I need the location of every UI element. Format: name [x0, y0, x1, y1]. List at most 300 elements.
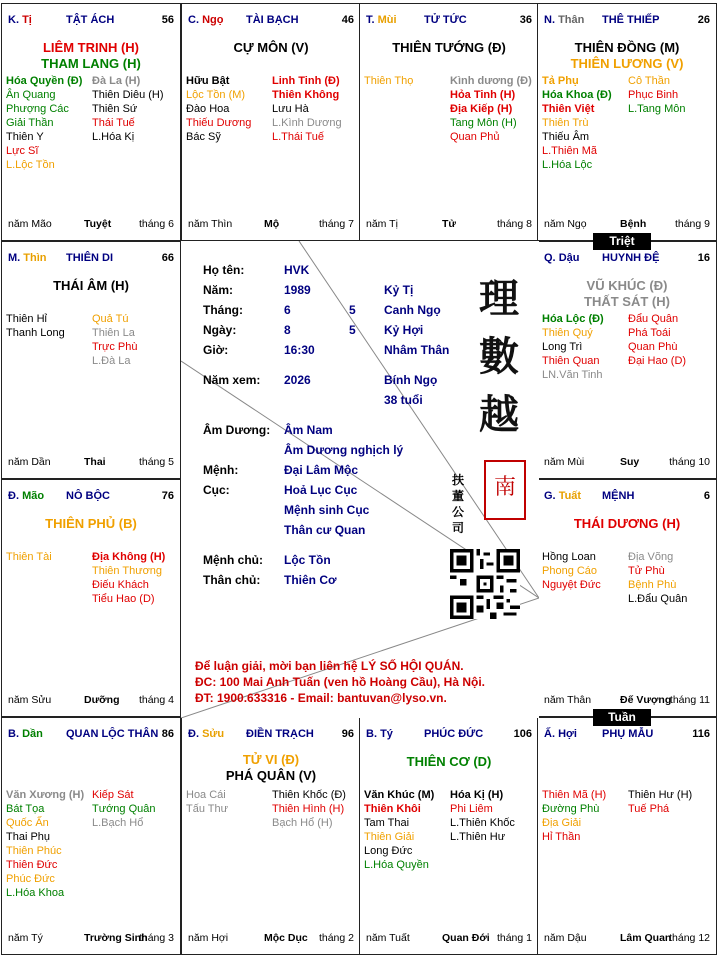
main-stars	[182, 40, 360, 56]
star-item: Thiên Khốc (Đ)	[272, 789, 346, 801]
main-star: PHÁ QUÂN (V)	[225, 768, 317, 783]
palace-footer	[544, 694, 712, 708]
star-item: Bệnh Phù	[628, 579, 677, 591]
star-item: L.Hóa Kị	[92, 131, 135, 143]
palace-name-text: NÔ BỘC	[66, 490, 110, 502]
star-item: LN.Văn Tinh	[542, 369, 603, 381]
star-item: Tả Phụ	[542, 75, 579, 87]
star-item: Bát Tọa	[6, 803, 45, 815]
palace-chi: Mùi	[377, 14, 397, 26]
palace-age: 26	[697, 14, 710, 26]
palace-year: năm Sửu	[8, 694, 52, 706]
palace-name-text: QUAN LỘC	[66, 728, 125, 740]
palace-header	[544, 252, 712, 266]
trang-sinh: Dưỡng	[84, 694, 120, 706]
palace-chi: Thìn	[23, 252, 47, 264]
palace-dau	[537, 241, 717, 479]
main-stars	[2, 40, 180, 72]
cuc-note-1: Mệnh sinh Cục	[284, 503, 370, 517]
star-item: Ân Quang	[6, 89, 56, 101]
palace-month: tháng 9	[674, 218, 710, 230]
star-item: Thiếu Dương	[186, 117, 252, 129]
star-item: Kiếp Sát	[92, 789, 134, 801]
star-item: Hóa Lộc (Đ)	[542, 313, 604, 325]
nam-can-chi: Kỷ Tị	[384, 283, 414, 297]
palace-name	[66, 490, 110, 502]
trang-sinh: Thai	[84, 456, 106, 468]
palace-year: năm Ngọ	[544, 218, 587, 230]
palace-suu	[181, 717, 361, 955]
palace-mao	[1, 479, 181, 717]
cuc-note-2: Thân cư Quan	[284, 523, 366, 537]
palace-name	[246, 14, 299, 26]
palace-chi: Thân	[558, 14, 585, 26]
palace-ty	[359, 717, 539, 955]
palace-can: Đ.	[8, 490, 19, 502]
seal-side-char: 扶	[452, 473, 465, 487]
palace-month: tháng 4	[138, 694, 174, 706]
minor-stars-right	[628, 550, 714, 606]
seal-char: 南	[493, 475, 516, 500]
star-item: Thiên Không	[272, 89, 340, 101]
star-item: Thiên Khôi	[364, 803, 421, 815]
star-item: Tuế Phá	[628, 803, 670, 815]
palace-age: 66	[161, 252, 174, 264]
contact-address: ĐC: 100 Mai Anh Tuấn (ven hồ Hoàng Cầu), Hà Nội.	[195, 675, 486, 689]
ngay-value: 8	[284, 323, 291, 337]
star-item: Thanh Long	[6, 327, 65, 339]
than-marker: THÂN	[127, 728, 159, 740]
palace-age: 16	[697, 252, 710, 264]
star-item: Thai Phụ	[6, 831, 51, 843]
palace-header	[8, 252, 176, 266]
palace-name	[246, 728, 314, 740]
star-item: Long Đức	[364, 845, 413, 857]
main-star: THIÊN LƯƠNG (V)	[570, 56, 684, 71]
seal-side-char: 董	[452, 489, 465, 503]
star-item: Văn Xương (H)	[6, 789, 85, 801]
star-item: Thiên Hư (H)	[628, 789, 693, 801]
star-item: Thiên Thọ	[364, 75, 414, 87]
palace-name-text: MỆNH	[602, 490, 635, 502]
trang-sinh: Đế Vượng	[620, 694, 672, 706]
minor-stars-left	[542, 74, 628, 172]
tuan-tag: Tuần	[593, 709, 651, 726]
star-item: Kình dương (Đ)	[450, 75, 532, 87]
palace-footer	[188, 218, 356, 232]
calligraphy-logo	[464, 270, 534, 444]
palace-age: 36	[519, 14, 532, 26]
cuc-label: Cục:	[203, 483, 230, 497]
main-star: THIÊN ĐỒNG (M)	[574, 40, 680, 55]
trang-sinh: Bệnh	[620, 218, 647, 230]
palace-can: Đ.	[188, 728, 199, 740]
ngay-can-chi: Kỷ Hợi	[384, 323, 424, 337]
star-item: Thiên Phúc	[6, 845, 62, 857]
star-item: Phá Toái	[628, 327, 671, 339]
star-item: Quốc Ấn	[6, 817, 49, 829]
palace-name	[602, 490, 634, 502]
star-item: L.Thiên Mã	[542, 145, 598, 157]
palace-chi: Tuất	[558, 490, 582, 502]
menh-value: Đại Lâm Mộc	[284, 463, 359, 477]
star-item: Phục Binh	[628, 89, 679, 101]
star-item: Hỉ Thần	[542, 831, 581, 843]
palace-name-text: TẬT ÁCH	[66, 14, 115, 26]
main-star: TỬ VI (Đ)	[242, 752, 300, 767]
palace-year: năm Thân	[544, 694, 592, 706]
palace-month: tháng 10	[669, 456, 710, 468]
star-item: Điếu Khách	[92, 579, 149, 591]
palace-name	[424, 728, 483, 740]
palace-name	[66, 728, 158, 740]
palace-hoi	[537, 717, 717, 955]
star-item: Thiên Mã (H)	[542, 789, 607, 801]
nam-xem-value: 2026	[284, 373, 311, 387]
star-item: Phúc Đức	[6, 873, 55, 885]
star-item: Đào Hoa	[186, 103, 230, 115]
star-item: Trực Phù	[92, 341, 138, 353]
palace-dan	[1, 717, 181, 955]
star-item: Thiên Diêu (H)	[92, 89, 164, 101]
star-item: L.Kình Dương	[272, 117, 342, 129]
minor-stars-right	[272, 788, 358, 830]
tuoi-value: 38 tuổi	[384, 393, 423, 407]
minor-stars-left	[6, 74, 92, 172]
star-item: Nguyệt Đức	[542, 579, 601, 591]
palace-can: T.	[366, 14, 375, 26]
star-item: Thái Tuế	[92, 117, 135, 129]
palace-year: năm Tý	[8, 932, 43, 944]
palace-can: C.	[188, 14, 199, 26]
menh-chu-label: Mệnh chủ:	[203, 553, 263, 567]
star-item: Địa Võng	[628, 551, 674, 563]
calligraphy-char: 越	[479, 391, 519, 438]
star-item: L.Lộc Tồn	[6, 159, 55, 171]
palace-can: Ấ.	[544, 728, 555, 740]
star-item: Tam Thai	[364, 817, 410, 829]
star-item: Địa Kiếp (H)	[450, 103, 513, 115]
star-item: Thiên Hình (H)	[272, 803, 345, 815]
seal-side-char: 公	[452, 505, 465, 519]
star-item: L.Tang Môn	[628, 103, 686, 115]
star-item: Bác Sỹ	[186, 131, 221, 143]
palace-name-text: ĐIỀN TRẠCH	[246, 728, 314, 740]
nam-value: 1989	[284, 283, 311, 297]
qr-code-icon[interactable]	[450, 549, 520, 619]
cuc-value: Hoả Lục Cục	[284, 483, 358, 497]
trang-sinh: Tử	[442, 218, 457, 230]
star-item: L.Thiên Hư	[450, 831, 506, 843]
thang-can-chi: Canh Ngọ	[384, 303, 441, 317]
palace-can: M.	[8, 252, 21, 264]
star-item: Hồng Loan	[542, 551, 596, 563]
star-item: Phong Cáo	[542, 565, 598, 577]
palace-chi: Tị	[22, 14, 32, 26]
palace-mui	[359, 3, 539, 241]
trang-sinh: Mộ	[264, 218, 280, 230]
main-stars	[2, 516, 180, 532]
minor-stars-left	[364, 74, 450, 88]
palace-can: G.	[544, 490, 556, 502]
ngay-am-value: 5	[349, 323, 356, 337]
palace-footer	[188, 932, 356, 946]
red-seal-stamp	[484, 460, 526, 520]
am-duong-value: Âm Nam	[284, 423, 333, 437]
trang-sinh: Trường Sinh	[84, 932, 148, 944]
palace-footer	[366, 218, 534, 232]
palace-age: 46	[341, 14, 354, 26]
minor-stars-right	[272, 74, 358, 144]
palace-name	[66, 14, 114, 26]
main-star: THÁI ÂM (H)	[53, 278, 129, 293]
seal-side-char: 司	[452, 521, 465, 535]
trang-sinh: Tuyệt	[84, 218, 112, 230]
main-star: THẤT SÁT (H)	[584, 294, 670, 309]
minor-stars-right	[450, 74, 536, 144]
thang-am-value: 5	[349, 303, 356, 317]
palace-name	[66, 252, 113, 264]
palace-name	[424, 14, 467, 26]
palace-year: năm Thìn	[188, 218, 233, 230]
palace-header	[366, 728, 534, 742]
palace-month: tháng 11	[669, 694, 710, 706]
trang-sinh: Suy	[620, 456, 640, 468]
minor-stars-right	[92, 74, 178, 144]
star-item: Thiên Việt	[542, 103, 595, 115]
palace-year: năm Hợi	[188, 932, 229, 944]
palace-ti	[1, 3, 181, 241]
minor-stars-right	[628, 788, 714, 816]
minor-stars-left	[6, 788, 92, 900]
trang-sinh: Lâm Quan	[620, 932, 672, 944]
palace-header	[8, 490, 176, 504]
star-item: Bạch Hổ (H)	[272, 817, 333, 829]
palace-month: tháng 12	[669, 932, 710, 944]
main-star: VŨ KHÚC (Đ)	[586, 278, 668, 293]
palace-name	[602, 14, 659, 26]
palace-footer	[8, 218, 176, 232]
minor-stars-left	[542, 788, 628, 844]
star-item: Hoa Cái	[186, 789, 226, 801]
palace-chi: Sửu	[202, 728, 225, 740]
minor-stars-right	[450, 788, 536, 844]
main-star: THIÊN TƯỚNG (Đ)	[392, 40, 506, 55]
palace-month: tháng 2	[318, 932, 354, 944]
star-item: Tiểu Hao (D)	[92, 593, 155, 605]
palace-can: Q.	[544, 252, 556, 264]
main-star: THIÊN PHỦ (B)	[45, 516, 137, 531]
star-item: Thiên Quan	[542, 355, 600, 367]
palace-can: B.	[366, 728, 377, 740]
minor-stars-left	[186, 788, 272, 816]
palace-chi: Dậu	[558, 252, 580, 264]
star-item: Thiên Y	[6, 131, 44, 143]
star-item: Đường Phù	[542, 803, 600, 815]
palace-year: năm Dần	[8, 456, 51, 468]
palace-age: 6	[703, 490, 710, 502]
star-item: Lộc Tồn (M)	[186, 89, 246, 101]
minor-stars-right	[92, 312, 178, 368]
main-stars	[538, 278, 716, 310]
star-item: L.Hóa Quyền	[364, 859, 429, 871]
palace-header	[544, 14, 712, 28]
than-chu-label: Thân chủ:	[203, 573, 261, 587]
palace-tuat	[537, 479, 717, 717]
star-item: L.Đẩu Quân	[628, 593, 688, 605]
star-item: Tướng Quân	[92, 803, 156, 815]
ngay-label: Ngày:	[203, 323, 237, 337]
palace-footer	[8, 456, 176, 470]
palace-age: 106	[513, 728, 532, 740]
star-item: Cô Thần	[628, 75, 670, 87]
palace-footer	[544, 456, 712, 470]
palace-month: tháng 5	[138, 456, 174, 468]
star-item: Thiên Sứ	[92, 103, 138, 115]
palace-name-text: TỬ TỨC	[424, 14, 467, 26]
star-item: Địa Không (H)	[92, 551, 166, 563]
menh-chu-value: Lộc Tồn	[284, 553, 331, 567]
main-stars	[538, 516, 716, 532]
palace-year: năm Mão	[8, 218, 52, 230]
palace-chi: Mão	[22, 490, 45, 502]
palace-header	[188, 14, 356, 28]
gio-label: Giờ:	[203, 343, 229, 357]
palace-can: N.	[544, 14, 555, 26]
minor-stars-right	[628, 312, 714, 368]
palace-month: tháng 8	[496, 218, 532, 230]
palace-name-text: HUYNH ĐỆ	[602, 252, 660, 264]
nam-xem-label: Năm xem:	[203, 373, 261, 387]
palace-year: năm Dậu	[544, 932, 587, 944]
star-item: Thiên Giải	[364, 831, 415, 843]
am-duong-label: Âm Dương:	[203, 423, 271, 437]
than-chu-value: Thiên Cơ	[284, 573, 337, 587]
star-item: L.Thái Tuế	[272, 131, 324, 143]
palace-footer	[8, 694, 176, 708]
palace-name-text: PHỤ MẪU	[602, 728, 654, 740]
trang-sinh: Mộc Dục	[264, 932, 308, 944]
thang-label: Tháng:	[203, 303, 243, 317]
contact-line-1: Để luận giải, mời bạn liên hệ LÝ SỐ HỘI QUÁN.	[195, 659, 464, 673]
star-item: Thiên Quý	[542, 327, 593, 339]
star-item: Thiên Tài	[6, 551, 52, 563]
palace-year: năm Tuất	[366, 932, 410, 944]
nam-label: Năm:	[203, 283, 234, 297]
star-item: Văn Khúc (M)	[364, 789, 435, 801]
minor-stars-left	[542, 312, 628, 382]
main-stars	[182, 752, 360, 784]
palace-name	[602, 728, 653, 740]
star-item: Phượng Các	[6, 103, 69, 115]
palace-thin	[1, 241, 181, 479]
seal-side-text	[452, 472, 466, 536]
main-star: CỰ MÔN (V)	[233, 40, 309, 55]
palace-can: B.	[8, 728, 19, 740]
palace-year: năm Mùi	[544, 456, 585, 468]
palace-header	[8, 14, 176, 28]
main-stars	[360, 754, 538, 770]
star-item: Hữu Bật	[186, 75, 230, 87]
palace-age: 86	[161, 728, 174, 740]
minor-stars-left	[542, 550, 628, 592]
palace-month: tháng 7	[318, 218, 354, 230]
star-item: Thiên La	[92, 327, 135, 339]
star-item: L.Đà La	[92, 355, 131, 367]
palace-header	[366, 14, 534, 28]
star-item: Đà La (H)	[92, 75, 141, 87]
star-item: Thiếu Âm	[542, 131, 590, 143]
palace-age: 116	[692, 728, 710, 740]
palace-chi: Hợi	[558, 728, 577, 740]
star-item: Long Trì	[542, 341, 583, 353]
palace-header	[188, 728, 356, 742]
main-star: THIÊN CƠ (D)	[406, 754, 492, 769]
star-item: Tang Môn (H)	[450, 117, 517, 129]
calligraphy-char: 理	[479, 275, 519, 322]
palace-month: tháng 6	[138, 218, 174, 230]
star-item: Tấu Thư	[186, 803, 229, 815]
gio-can-chi: Nhâm Thân	[384, 343, 450, 357]
menh-label: Mệnh:	[203, 463, 239, 477]
star-item: Quan Phủ	[450, 131, 500, 143]
palace-header	[544, 490, 712, 504]
am-duong-note: Âm Dương nghịch lý	[284, 443, 404, 457]
nam-xem-can-chi: Bính Ngọ	[384, 373, 438, 387]
minor-stars-right	[92, 788, 178, 830]
minor-stars-right	[628, 74, 714, 116]
star-item: L.Thiên Khốc	[450, 817, 515, 829]
palace-chi: Tý	[380, 728, 393, 740]
palace-footer	[8, 932, 176, 946]
palace-age: 56	[161, 14, 174, 26]
calligraphy-char: 數	[479, 333, 519, 380]
main-star: THÁI DƯƠNG (H)	[573, 516, 681, 531]
star-item: Quan Phù	[628, 341, 678, 353]
palace-name	[602, 252, 659, 264]
star-item: Thiên Hỉ	[6, 313, 47, 325]
palace-month: tháng 3	[138, 932, 174, 944]
main-star: THAM LANG (H)	[41, 56, 141, 71]
palace-age: 96	[341, 728, 354, 740]
ho-ten-label: Họ tên:	[203, 263, 245, 277]
palace-year: năm Tị	[366, 218, 398, 230]
palace-name-text: THIÊN DI	[66, 252, 114, 264]
minor-stars-left	[6, 550, 92, 564]
star-item: Thiên Đức	[6, 859, 58, 871]
star-item: Đại Hao (D)	[628, 355, 687, 367]
palace-footer	[544, 218, 712, 232]
ho-ten-value: HVK	[284, 263, 310, 277]
star-item: Phi Liêm	[450, 803, 493, 815]
palace-name-text: THÊ THIẾP	[602, 14, 660, 26]
palace-name-text: PHÚC ĐỨC	[424, 728, 484, 740]
main-star: LIÊM TRINH (H)	[42, 40, 140, 55]
star-item: Hóa Khoa (Đ)	[542, 89, 612, 101]
main-stars	[360, 40, 538, 56]
palace-header	[8, 728, 176, 742]
palace-name-text: TÀI BẠCH	[246, 14, 299, 26]
palace-age: 76	[161, 490, 174, 502]
palace-footer	[366, 932, 534, 946]
palace-can: K.	[8, 14, 19, 26]
star-item: Tử Phù	[628, 565, 665, 577]
palace-footer	[544, 932, 712, 946]
main-stars	[538, 40, 716, 72]
contact-phone-email: ĐT: 1900.633316 - Email: bantuvan@lyso.vn.	[195, 691, 447, 705]
minor-stars-left	[6, 312, 92, 340]
gio-value: 16:30	[284, 343, 315, 357]
